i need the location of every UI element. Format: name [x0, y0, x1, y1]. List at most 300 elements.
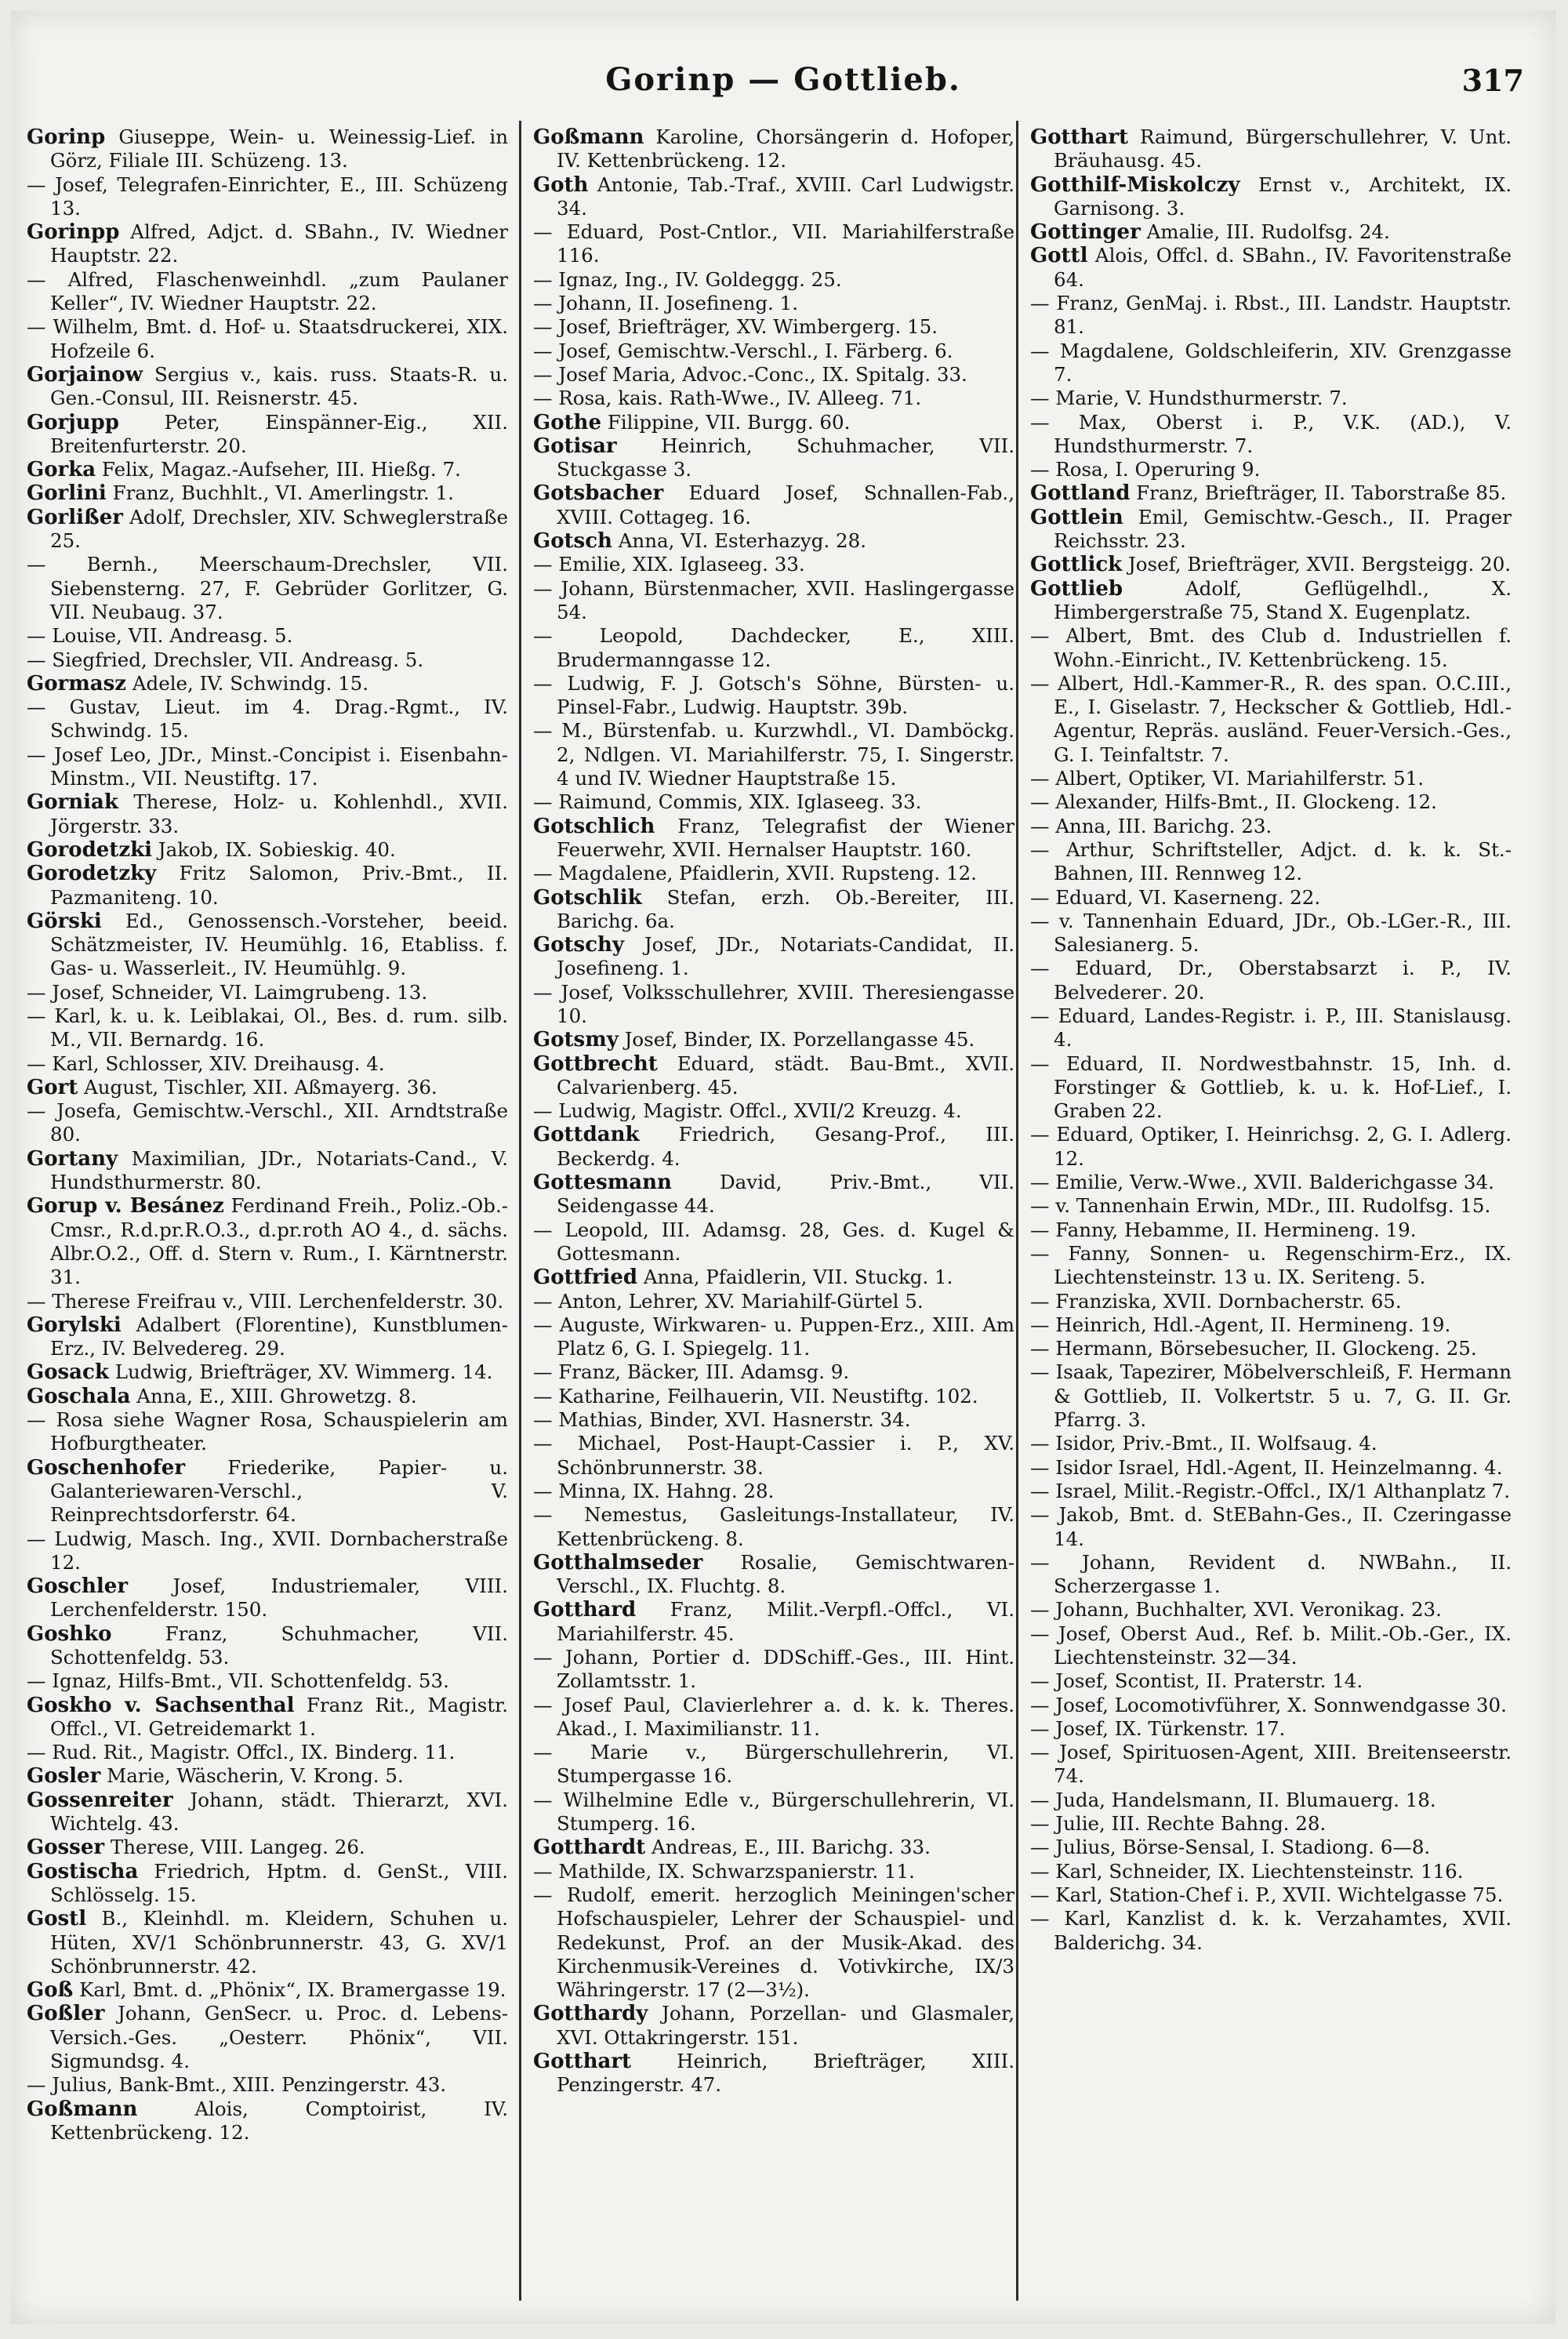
directory-entry: [1030, 1883, 1512, 1907]
entry-surname: Gotsch: [533, 529, 612, 554]
directory-entry: [533, 1789, 1014, 1836]
entry-details: Anna, Pfaidlerin, VII. Stuckg. 1.: [643, 1266, 953, 1289]
entry-details: — Josef, Gemischtw.-Verschl., I. Färberg. 6.: [533, 339, 953, 362]
entry-details: — Magdalene, Pfaidlerin, XVII. Rupsteng. 12.: [533, 862, 977, 885]
directory-entry: [27, 481, 508, 505]
entry-surname: Gottdank: [533, 1123, 640, 1147]
entry-details: — Ignaz, Hilfs-Bmt., VII. Schottenfeldg. 53.: [27, 1669, 449, 1693]
entry-surname: Gotschy: [533, 933, 625, 957]
directory-entry: [533, 220, 1014, 268]
entry-details: Anna, VI. Esterhazyg. 28.: [618, 529, 866, 553]
directory-entry: [533, 268, 1014, 292]
entry-surname: Gotsbacher: [533, 481, 664, 506]
directory-entry: [1030, 506, 1512, 554]
directory-entry: [1030, 1907, 1512, 1955]
directory-entry: [533, 1099, 1014, 1123]
entry-details: — Johann, Portier d. DDSchiff.-Ges., III. Hint. Zollamtsstr. 1.: [533, 1646, 1014, 1693]
entry-details: — Josef, Locomotivführer, X. Sonnwendgasse 30.: [1030, 1693, 1507, 1716]
directory-entry: [533, 1694, 1014, 1742]
directory-entry: [27, 624, 508, 648]
entry-details: — Josef, Spirituosen-Agent, XIII. Breitenseerstr. 74.: [1030, 1741, 1512, 1788]
directory-entry: [1030, 1812, 1512, 1836]
entry-surname: Goschenhofer: [27, 1455, 186, 1480]
entry-details: — Eduard, II. Nordwestbahnstr. 15, Inh. d. Forstinger & Gottlieb, k. u. k. Hof-Lief., I. Graben 22.: [1030, 1051, 1512, 1123]
entry-details: — Jakob, Bmt. d. StEBahn-Ges., II. Czeringasse 14.: [1030, 1503, 1512, 1550]
entry-surname: Gottlieb: [1030, 576, 1123, 601]
directory-entry: [1030, 1860, 1512, 1883]
entry-details: — Karl, Schlosser, XIV. Dreihausg. 4.: [27, 1051, 385, 1075]
entry-details: Eduard, städt. Bau-Bmt., XVII. Calvarienberg. 45.: [557, 1051, 1014, 1099]
entry-details: — Johann, Buchhalter, XVI. Veronikag. 23.: [1030, 1598, 1442, 1622]
directory-entry: [533, 2002, 1014, 2050]
entry-surname: Gotschlich: [533, 814, 655, 838]
directory-entry: [533, 1385, 1014, 1408]
directory-entry: [1030, 1242, 1512, 1290]
entry-surname: Gottlick: [1030, 553, 1123, 577]
entry-surname: Gormasz: [27, 671, 127, 696]
directory-entry: [27, 696, 508, 743]
entry-details: — Leopold, III. Adamsg. 28, Ges. d. Kugel & Gottesmann.: [533, 1218, 1014, 1265]
entry-details: — Gustav, Lieut. im 4. Drag.-Rgmt., IV. Schwindg. 15.: [27, 696, 508, 743]
entry-surname: Gottl: [1030, 244, 1088, 268]
directory-entry: [27, 838, 508, 862]
directory-entry: [1030, 553, 1512, 576]
entry-details: — Albert, Hdl.-Kammer-R., R. des span. O.C.III., E., I. Giselastr. 7, Heckscher & Gottlieb, Hdl.-Agentur, Repräs. ausländ. Feuer-Versich.-Ges., G. I. Teinfaltstr. 7.: [1030, 671, 1512, 766]
directory-entry: [27, 648, 508, 672]
directory-entry: [1030, 1669, 1512, 1693]
entry-details: — Eduard, VI. Kaserneng. 22.: [1030, 885, 1321, 909]
entry-details: Raimund, Bürgerschullehrer, V. Unt. Bräuhausg. 45.: [1054, 125, 1512, 173]
entry-details: — Rosa, I. Operuring 9.: [1030, 458, 1261, 481]
entry-details: Antonie, Tab.-Traf., XVIII. Carl Ludwigstr. 34.: [557, 173, 1014, 220]
entry-details: — Albert, Optiker, VI. Mariahilferstr. 51.: [1030, 767, 1425, 790]
entry-surname: Gossenreiter: [27, 1788, 173, 1812]
entry-surname: Gorylski: [27, 1313, 122, 1337]
directory-entry: [1030, 577, 1512, 625]
directory-entry: [533, 577, 1014, 625]
directory-entry: [1030, 1456, 1512, 1480]
directory-entry: [533, 387, 1014, 410]
entry-details: — Arthur, Schriftsteller, Adjct. d. k. k. St.-Bahnen, III. Rennweg 12.: [1030, 837, 1512, 885]
directory-entry: [533, 790, 1014, 814]
directory-entry: [27, 1574, 508, 1622]
entry-details: — Heinrich, Hdl.-Agent, II. Hermineng. 19.: [1030, 1313, 1451, 1336]
directory-entry: [1030, 1836, 1512, 1859]
entry-details: Johann, GenSecr. u. Proc. d. Lebens-Versich.-Ges. „Oesterr. Phönix“, VII. Sigmundsg. 4.: [50, 2002, 508, 2073]
directory-entry: [1030, 1717, 1512, 1741]
entry-details: Eduard Josef, Schnallen-Fab., XVIII. Cottageg. 16.: [557, 481, 1014, 528]
entry-details: Rosalie, Gemischtwaren-Verschl., IX. Fluchtg. 8.: [557, 1550, 1014, 1598]
directory-entry: [533, 1883, 1014, 2002]
entry-details: — Bernh., Meerschaum-Drechsler, VII. Siebensterng. 27, F. Gebrüder Gorlitzer, G. VII. Neubaug. 37.: [27, 553, 508, 623]
directory-entry: [533, 411, 1014, 434]
directory-entry: [27, 1099, 508, 1147]
entry-details: — Michael, Post-Haupt-Cassier i. P., XV. Schönbrunnerstr. 38.: [533, 1432, 1014, 1479]
directory-entry: [1030, 767, 1512, 790]
entry-surname: Gorodetzky: [27, 862, 157, 886]
directory-entry: [27, 672, 508, 696]
entry-surname: Gottfried: [533, 1266, 638, 1290]
directory-entry: [533, 1860, 1014, 1883]
entry-details: — Karl, k. u. k. Leiblakai, Ol., Bes. d. rum. silb. M., VII. Bernardg. 16.: [27, 1004, 508, 1051]
directory-entry: [1030, 1337, 1512, 1360]
directory-entry: [1030, 815, 1512, 838]
entry-surname: Gotthart: [1030, 125, 1129, 149]
directory-entry: [533, 981, 1014, 1029]
entry-surname: Gorup v. Besánez: [27, 1194, 224, 1219]
entry-details: Josef, JDr., Notariats-Candidat, II. Josefineng. 1.: [557, 933, 1014, 980]
directory-entry: [27, 1836, 508, 1859]
entry-details: — Isidor, Priv.-Bmt., II. Wolfsaug. 4.: [1030, 1432, 1377, 1455]
entry-details: — Israel, Milit.-Registr.-Offcl., IX/1 Althanplatz 7.: [1030, 1479, 1510, 1502]
directory-entry: [1030, 458, 1512, 481]
entry-surname: Gort: [27, 1075, 78, 1099]
entry-details: — Rud. Rit., Magistr. Offcl., IX. Binderg. 11.: [27, 1741, 456, 1764]
entry-details: — Alfred, Flaschenweinhdl. „zum Paulaner Keller“, IV. Wiedner Hauptstr. 22.: [27, 267, 508, 315]
directory-entry: [27, 1978, 508, 2002]
directory-entry: [1030, 1004, 1512, 1052]
entry-details: — Isaak, Tapezirer, Möbelverschleiß, F. Hermann & Gottlieb, II. Volkertstr. 5 u. 7, G. II. Gr. Pfarrg. 3.: [1030, 1360, 1512, 1432]
directory-entry: [1030, 1052, 1512, 1124]
entry-details: Johann, städt. Thierarzt, XVI. Wichtelg. 43.: [50, 1788, 508, 1836]
entry-details: — Josef, IX. Türkenstr. 17.: [1030, 1716, 1286, 1740]
directory-entry: [27, 1860, 508, 1908]
entry-details: — v. Tannenhain Erwin, MDr., III. Rudolfsg. 15.: [1030, 1194, 1491, 1218]
directory-entry: [27, 1313, 508, 1361]
directory-entry: [27, 553, 508, 624]
entry-details: — Isidor Israel, Hdl.-Agent, II. Heinzelmanng. 4.: [1030, 1455, 1503, 1479]
directory-entry: [27, 220, 508, 268]
directory-entry: [27, 1004, 508, 1052]
entry-details: — Emilie, Verw.-Wwe., XVII. Balderichgasse 34.: [1030, 1171, 1494, 1194]
entry-surname: Goßler: [27, 2002, 105, 2026]
entry-details: Heinrich, Briefträger, XIII. Penzingerstr. 47.: [557, 2050, 1014, 2097]
column-3: [1030, 125, 1512, 2313]
entry-surname: Gorinpp: [27, 220, 120, 245]
directory-entry: [533, 1360, 1014, 1384]
entry-surname: Goschler: [27, 1574, 129, 1599]
directory-entry: [27, 2002, 508, 2073]
directory-entry: [533, 173, 1014, 221]
entry-details: Karl, Bmt. d. „Phönix“, IX. Bramergasse 19.: [79, 1978, 506, 2002]
entry-details: — Leopold, Dachdecker, E., XIII. Brudermanngasse 12.: [533, 624, 1014, 671]
entry-details: Giuseppe, Wein- u. Weinessig-Lief. in Görz, Filiale III. Schüzeng. 13.: [50, 125, 508, 173]
directory-entry: [1030, 1313, 1512, 1337]
directory-entry: [27, 1290, 508, 1313]
directory-entry: [1030, 624, 1512, 672]
directory-entry: [1030, 340, 1512, 387]
entry-surname: Gottlein: [1030, 505, 1123, 529]
entry-details: — Julius, Bank-Bmt., XIII. Penzingerstr. 43.: [27, 2073, 447, 2097]
entry-details: Josef, Binder, IX. Porzellangasse 45.: [624, 1028, 975, 1051]
directory-entry: [27, 315, 508, 363]
directory-entry: [533, 125, 1014, 173]
directory-entry: [27, 1385, 508, 1408]
directory-entry: [1030, 1360, 1512, 1432]
directory-entry: [1030, 1503, 1512, 1551]
entry-details: Franz, Milit.-Verpfl.-Offcl., VI. Mariahilferstr. 45.: [557, 1598, 1014, 1645]
entry-surname: Goskho v. Sachsenthal: [27, 1693, 295, 1717]
page-number: 317: [1461, 63, 1524, 98]
entry-surname: Gottinger: [1030, 220, 1141, 245]
directory-entry: [1030, 838, 1512, 886]
directory-entry: [1030, 1171, 1512, 1194]
directory-entry: [1030, 1123, 1512, 1171]
directory-entry: [533, 1313, 1014, 1361]
directory-entry: [27, 1741, 508, 1764]
entry-details: — Rosa siehe Wagner Rosa, Schauspielerin am Hofburgtheater.: [27, 1408, 508, 1455]
entry-details: — Rudolf, emerit. herzoglich Meiningen'scher Hofschauspieler, Lehrer der Schauspiel- und Redekunst, Prof. an der Musik-Akad. des Kirchenmusik-Vereines d. Votivkirche, IX/3 Währingerstr. 17 (2—3½).: [533, 1883, 1014, 2002]
directory-entry: [1030, 1598, 1512, 1622]
directory-entry: [533, 1551, 1014, 1599]
entry-details: — v. Tannenhain Eduard, JDr., Ob.-LGer.-R., III. Salesianerg. 5.: [1030, 909, 1512, 957]
entry-surname: Gothe: [533, 410, 602, 434]
directory-entry: [533, 1266, 1014, 1289]
entry-details: — Marie, V. Hundsthurmerstr. 7.: [1030, 387, 1348, 410]
entry-details: Heinrich, Schuhmacher, VII. Stuckgasse 3.: [557, 434, 1014, 481]
entry-surname: Gostl: [27, 1907, 87, 1931]
entry-details: Franz, Briefträger, II. Taborstraße 85.: [1136, 481, 1507, 505]
entry-details: Maximilian, JDr., Notariats-Cand., V. Hundsthurmerstr. 80.: [50, 1146, 508, 1194]
entry-surname: Gotsmy: [533, 1028, 619, 1052]
entry-surname: Gorniak: [27, 790, 118, 815]
entry-surname: Gotisar: [533, 434, 617, 458]
entry-details: Franz, Schuhmacher, VII. Schottenfeldg. 53.: [50, 1622, 508, 1669]
entry-details: — Josef Maria, Advoc.-Conc., IX. Spitalg. 33.: [533, 362, 967, 386]
directory-entry: [533, 1836, 1014, 1859]
entry-details: — Wilhelm, Bmt. d. Hof- u. Staatsdruckerei, XIX. Hofzeile 6.: [27, 315, 508, 362]
directory-entry: [1030, 672, 1512, 767]
entry-details: — Ludwig, Masch. Ing., XVII. Dornbacherstraße 12.: [27, 1527, 508, 1574]
page-header: [11, 58, 1555, 105]
directory-page: [11, 11, 1555, 2324]
directory-entry: [1030, 1290, 1512, 1313]
directory-entry: [533, 292, 1014, 315]
entry-details: Ferdinand Freih., Poliz.-Ob.-Cmsr., R.d.pr.R.O.3., d.pr.roth AO 4., d. sächs. Albr.O.2., Off. d. Stern v. Rum., I. Kärntnerstr. 31.: [50, 1194, 508, 1289]
entry-surname: Gorlißer: [27, 505, 123, 529]
entry-details: — Nemestus, Gasleitungs-Installateur, IV. Kettenbrückeng. 8.: [533, 1503, 1014, 1550]
directory-entry: [27, 2073, 508, 2097]
directory-entry: [1030, 481, 1512, 505]
entry-surname: Gottland: [1030, 481, 1131, 506]
entry-surname: Gosler: [27, 1764, 101, 1789]
running-head: Gorinp — Gottlieb.: [605, 61, 961, 98]
entry-details: — Raimund, Commis, XIX. Iglaseeg. 33.: [533, 790, 922, 814]
entry-details: — Josef Paul, Clavierlehrer a. d. k. k. Theres. Akad., I. Maximilianstr. 11.: [533, 1693, 1014, 1740]
directory-entry: [27, 1052, 508, 1076]
directory-entry: [533, 1028, 1014, 1051]
directory-entry: [1030, 1741, 1512, 1789]
entry-details: Friedrich, Gesang-Prof., III. Beckerdg. 4.: [557, 1123, 1014, 1170]
directory-entry: [1030, 1480, 1512, 1503]
entry-details: — Eduard, Dr., Oberstabsarzt i. P., IV. Belvederег. 20.: [1030, 957, 1512, 1004]
entry-surname: Goß: [27, 1978, 74, 2003]
entry-details: — Julie, III. Rechte Bahng. 28.: [1030, 1812, 1327, 1836]
entry-surname: Gorka: [27, 458, 96, 482]
entry-details: — Josef, Oberst Aud., Ref. b. Milit.-Ob.-Ger., IX. Liechtensteinstr. 32—34.: [1030, 1622, 1512, 1669]
directory-entry: [1030, 1694, 1512, 1717]
directory-entry: [533, 481, 1014, 529]
entry-details: — Josef, Telegrafen-Einrichter, E., III. Schüzeng 13.: [27, 173, 508, 220]
directory-entry: [533, 1290, 1014, 1313]
entry-details: — Josef, Scontist, II. Praterstr. 14.: [1030, 1669, 1363, 1693]
directory-entry: [1030, 1551, 1512, 1599]
directory-entry: [533, 1503, 1014, 1551]
directory-entry: [533, 1123, 1014, 1171]
entry-surname: Gorinp: [27, 125, 106, 149]
entry-surname: Gotthart: [533, 2050, 632, 2074]
entry-details: — Louise, VII. Andreasg. 5.: [27, 624, 293, 648]
directory-entry: [1030, 173, 1512, 221]
entry-details: — Fanny, Hebamme, II. Hermineng. 19.: [1030, 1218, 1417, 1241]
entry-details: — Josefa, Gemischtw.-Verschl., XII. Arndtstraße 80.: [27, 1099, 508, 1146]
entry-surname: Gorjupp: [27, 410, 119, 434]
entry-details: Johann, Porzellan- und Glasmaler, XVI. Ottakringerstr. 151.: [557, 2002, 1014, 2049]
entry-surname: Goshko: [27, 1622, 112, 1646]
entry-details: — Ignaz, Ing., IV. Goldeggg. 25.: [533, 267, 842, 291]
directory-entry: [1030, 1789, 1512, 1812]
entry-details: Ed., Genossensch.-Vorsteher, beeid. Schätzmeister, IV. Heumühlg. 16, Etabliss. f. Gas- u. Wasserleit., IV. Heumühlg. 9.: [50, 909, 508, 980]
entry-surname: Goßmann: [27, 2097, 138, 2121]
entry-details: Amalie, III. Rudolfsg. 24.: [1146, 220, 1390, 244]
directory-entry: [533, 529, 1014, 553]
entry-details: Marie, Wäscherin, V. Krong. 5.: [107, 1764, 404, 1788]
entry-details: Adele, IV. Schwindg. 15.: [132, 671, 369, 695]
entry-surname: Goth: [533, 173, 589, 197]
directory-entry: [1030, 1194, 1512, 1218]
entry-surname: Goßmann: [533, 125, 644, 149]
directory-entry: [1030, 411, 1512, 459]
entry-surname: Gotthard: [533, 1598, 637, 1622]
entry-surname: Gortany: [27, 1146, 118, 1171]
directory-entry: [533, 434, 1014, 482]
directory-entry: [27, 1408, 508, 1456]
entry-details: — Alexander, Hilfs-Bmt., II. Glockeng. 12.: [1030, 790, 1437, 814]
directory-entry: [27, 1456, 508, 1527]
directory-entry: [27, 268, 508, 316]
entry-details: — Wilhelmine Edle v., Bürgerschullehrerin, VI. Stumperg. 16.: [533, 1788, 1014, 1836]
directory-entry: [27, 1622, 508, 1670]
column-2: [533, 125, 1014, 2313]
entry-details: — Hermann, Börsebesucher, II. Glockeng. 25.: [1030, 1337, 1477, 1360]
entry-details: Josef, Industriemaler, VIII. Lerchenfelderstr. 150.: [50, 1574, 508, 1622]
entry-details: Peter, Einspänner-Eig., XII. Breitenfurterstr. 20.: [50, 410, 508, 457]
directory-entry: [533, 1052, 1014, 1100]
directory-entry: [27, 1694, 508, 1742]
directory-entry: [27, 743, 508, 791]
directory-entry: [27, 173, 508, 221]
entry-details: Anna, E., XIII. Ghrowetzg. 8.: [136, 1384, 417, 1407]
directory-entry: [1030, 790, 1512, 814]
entry-details: — Magdalene, Goldschleiferin, XIV. Grenzgasse 7.: [1030, 339, 1512, 386]
directory-entry: [1030, 244, 1512, 292]
directory-entry: [27, 411, 508, 459]
directory-entry: [27, 1360, 508, 1384]
entry-surname: Gottesmann: [533, 1171, 672, 1195]
directory-entry: [1030, 1219, 1512, 1242]
entry-details: — Karl, Schneider, IX. Liechtensteinstr. 116.: [1030, 1859, 1464, 1883]
directory-entry: [27, 363, 508, 411]
directory-entry: [27, 125, 508, 173]
entry-details: — Juda, Handelsmann, II. Blumauerg. 18.: [1030, 1788, 1436, 1811]
entry-details: — Eduard, Post-Cntlor., VII. Mariahilferstraße 116.: [533, 220, 1014, 267]
directory-entry: [533, 815, 1014, 863]
directory-entry: [27, 981, 508, 1004]
directory-entry: [533, 719, 1014, 790]
directory-entry: [27, 2097, 508, 2145]
entry-details: — Minna, IX. Hahng. 28.: [533, 1479, 775, 1502]
entry-surname: Gorjainow: [27, 362, 143, 387]
entry-details: Felix, Magaz.-Aufseher, III. Hießg. 7.: [101, 458, 461, 481]
entry-details: Alfred, Adjct. d. SBahn., IV. Wiedner Hauptstr. 22.: [50, 220, 508, 267]
entry-details: — Julius, Börse-Sensal, I. Stadiong. 6—8.: [1030, 1836, 1431, 1859]
directory-entry: [27, 506, 508, 554]
entry-details: — Mathilde, IX. Schwarzspanierstr. 11.: [533, 1859, 915, 1883]
entry-details: Adolf, Geflügelhdl., X. Himbergerstraße 75, Stand X. Eugenplatz.: [1054, 576, 1512, 623]
directory-entry: [533, 363, 1014, 387]
directory-entry: [533, 1432, 1014, 1480]
entry-details: Stefan, erzh. Ob.-Bereiter, III. Barichg. 6a.: [557, 885, 1014, 932]
directory-entry: [533, 553, 1014, 576]
entry-details: — Franziska, XVII. Dornbacherstr. 65.: [1030, 1289, 1402, 1313]
directory-entry: [533, 862, 1014, 885]
column-rule: [1016, 121, 1018, 2301]
entry-details: Alois, Offcl. d. SBahn., IV. Favoritenstraße 64.: [1054, 244, 1512, 291]
directory-entry: [533, 1646, 1014, 1694]
entry-surname: Gotthardy: [533, 2002, 648, 2026]
entry-details: — Therese Freifrau v., VIII. Lerchenfelderstr. 30.: [27, 1289, 504, 1313]
entry-details: Therese, VIII. Langeg. 26.: [110, 1836, 365, 1859]
entry-details: — Eduard, Optiker, I. Heinrichsg. 2, G. I. Adlerg. 12.: [1030, 1123, 1512, 1170]
entry-details: — Johann, Bürstenmacher, XVII. Haslingergasse 54.: [533, 576, 1014, 623]
entry-details: — Eduard, Landes-Registr. i. P., III. Stanislausg. 4.: [1030, 1004, 1512, 1051]
entry-details: — Karl, Kanzlist d. k. k. Verzahamtes, XVII. Balderichg. 34.: [1030, 1907, 1512, 1954]
entry-details: Emil, Gemischtw.-Gesch., II. Prager Reichsstr. 23.: [1054, 505, 1512, 553]
entry-surname: Gotschlik: [533, 885, 642, 910]
directory-entry: [533, 1480, 1014, 1503]
directory-entry: [27, 790, 508, 838]
entry-details: — Emilie, XIX. Iglaseeg. 33.: [533, 553, 805, 576]
directory-entry: [533, 1741, 1014, 1789]
entry-details: Franz, Buchhlt., VI. Amerlingstr. 1.: [112, 481, 454, 505]
directory-entry: [1030, 910, 1512, 957]
directory-entry: [533, 624, 1014, 672]
entry-surname: Gosack: [27, 1360, 109, 1385]
directory-entry: [1030, 1622, 1512, 1670]
entry-surname: Goschala: [27, 1384, 131, 1408]
entry-surname: Gorlini: [27, 481, 107, 506]
directory-entry: [533, 315, 1014, 339]
entry-details: — M., Bürstenfab. u. Kurzwhdl., VI. Damböckg. 2, Ndlgen. VI. Mariahilferstr. 75, I. Singerstr. 4 und IV. Wiedner Hauptstraße 15.: [533, 719, 1014, 790]
entry-details: Friederike, Papier- u. Galanteriewaren-Verschl., V. Reinprechtsdorferstr. 64.: [50, 1455, 508, 1527]
directory-entry: [27, 1789, 508, 1836]
directory-entry: [1030, 220, 1512, 244]
entry-details: — Ludwig, Magistr. Offcl., XVII/2 Kreuzg. 4.: [533, 1099, 962, 1123]
entry-details: Filippine, VII. Burgg. 60.: [607, 410, 851, 434]
entry-details: — Josef, Briefträger, XV. Wimbergerg. 15.: [533, 315, 938, 339]
entry-details: — Johann, Revident d. NWBahn., II. Scherzergasse 1.: [1030, 1550, 1512, 1598]
directory-entry: [27, 458, 508, 481]
entry-surname: Gotthilf-Miskolczy: [1030, 173, 1240, 197]
directory-entry: [27, 1147, 508, 1195]
entry-details: Ernst v., Architekt, IX. Garnisong. 3.: [1054, 173, 1512, 220]
entry-details: Adalbert (Florentine), Kunstblumen-Erz., IV. Belvedereg. 29.: [50, 1313, 508, 1360]
entry-details: Adolf, Drechsler, XIV. Schweglerstraße 25.: [50, 505, 508, 553]
directory-entry: [533, 1408, 1014, 1432]
entry-details: — Max, Oberst i. P., V.K. (AD.), V. Hundsthurmerstr. 7.: [1030, 410, 1512, 457]
entry-details: — Anton, Lehrer, XV. Mariahilf-Gürtel 5.: [533, 1289, 924, 1313]
entry-details: — Ludwig, F. J. Gotsch's Söhne, Bürsten- u. Pinsel-Fabr., Ludwig. Hauptstr. 39b.: [533, 671, 1014, 719]
